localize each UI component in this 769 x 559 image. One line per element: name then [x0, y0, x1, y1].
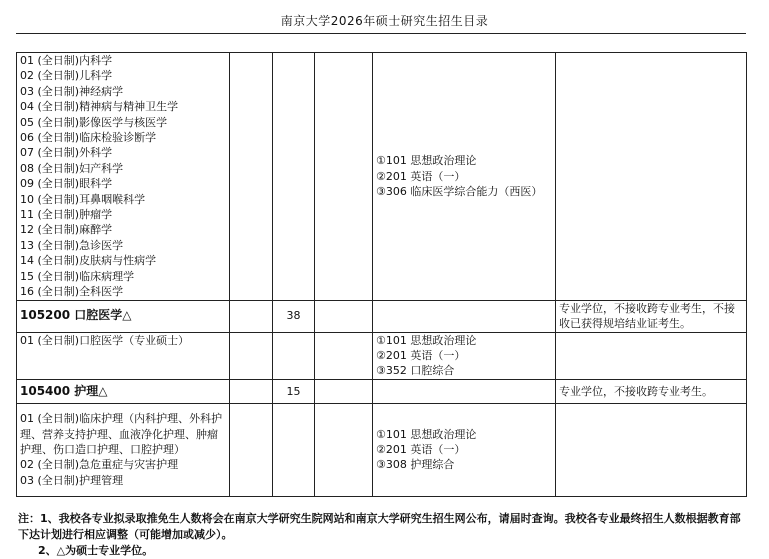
exam-subjects-cell: [373, 53, 556, 301]
exam-subjects-cell: [373, 403, 556, 496]
empty-cell: [556, 332, 747, 379]
catalog-table: [16, 52, 747, 497]
empty-cell: [230, 332, 273, 379]
exam-subject-list: [376, 333, 552, 379]
list-item: 10 (全日制)耳鼻咽喉科学: [20, 192, 146, 206]
empty-cell: [273, 53, 315, 301]
list-item: 03 (全日制)神经病学: [20, 84, 124, 98]
direction-list: [20, 53, 226, 300]
exam-subject: ②201 英语（一）: [376, 348, 466, 362]
empty-cell: [373, 300, 556, 332]
empty-cell: [230, 379, 273, 403]
direction-list: [20, 333, 226, 348]
major-code-name: 105400 护理△: [17, 379, 230, 403]
exam-subject: ①101 思想政治理论: [376, 154, 477, 168]
list-item: 05 (全日制)影像医学与核医学: [20, 115, 168, 129]
list-item: 15 (全日制)临床病理学: [20, 269, 135, 283]
empty-cell: [230, 300, 273, 332]
list-item: 01 (全日制)口腔医学（专业硕士）: [20, 333, 190, 347]
enrollment-quota: 38: [273, 300, 315, 332]
exam-subject: ①101 思想政治理论: [376, 427, 477, 441]
footnotes: [18, 511, 750, 559]
empty-cell: [230, 403, 273, 496]
list-item: 01 (全日制)内科学: [20, 54, 113, 67]
table-row: [17, 403, 747, 496]
empty-cell: [315, 53, 373, 301]
directions-cell: [17, 332, 230, 379]
empty-cell: [273, 332, 315, 379]
page-title: 南京大学2026年硕士研究生招生目录: [280, 14, 489, 28]
empty-cell: [315, 300, 373, 332]
direction-list: [20, 411, 226, 488]
empty-cell: [556, 53, 747, 301]
list-item: 09 (全日制)眼科学: [20, 177, 113, 191]
list-item: 02 (全日制)急危重症与灾害护理: [20, 458, 179, 472]
exam-subject: ③306 临床医学综合能力（西医）: [376, 184, 543, 198]
exam-subject: ②201 英语（一）: [376, 443, 466, 457]
list-item: 04 (全日制)精神病与精神卫生学: [20, 100, 179, 114]
empty-cell: [230, 53, 273, 301]
list-item: 02 (全日制)儿科学: [20, 69, 113, 83]
table-row: [17, 332, 747, 379]
list-item: 06 (全日制)临床检验诊断学: [20, 131, 157, 145]
list-item: 14 (全日制)皮肤病与性病学: [20, 254, 157, 268]
empty-cell: [315, 403, 373, 496]
empty-cell: [315, 332, 373, 379]
list-item: 03 (全日制)护理管理: [20, 473, 124, 487]
table-row: [17, 53, 747, 301]
exam-subject-list: [376, 153, 552, 199]
exam-subject: ②201 英语（一）: [376, 169, 466, 183]
major-row: [17, 379, 747, 403]
footnote-2: 2、△为硕士专业学位。: [38, 544, 154, 557]
directions-cell: [17, 53, 230, 301]
empty-cell: [556, 403, 747, 496]
exam-subject-list: [376, 427, 552, 473]
major-row: [17, 300, 747, 332]
empty-cell: [373, 379, 556, 403]
footnote-1: 注：1、我校各专业拟录取推免生人数将会在南京大学研究生院网站和南京大学研究生招生网公布，请届时查询。我校各专业最终招生人数根据教育部下达计划进行相应调整（可能增加或减少）。: [18, 512, 741, 541]
empty-cell: [315, 379, 373, 403]
major-note: 专业学位，不接收跨专业考生，不接收已获得规培结业证考生。: [556, 300, 747, 332]
enrollment-quota: 15: [273, 379, 315, 403]
directions-cell: [17, 403, 230, 496]
list-item: 12 (全日制)麻醉学: [20, 223, 113, 237]
exam-subject: ①101 思想政治理论: [376, 333, 477, 347]
exam-subject: ③352 口腔综合: [376, 364, 455, 378]
major-code-name: 105200 口腔医学△: [17, 300, 230, 332]
title-divider: [16, 33, 746, 34]
list-item: 13 (全日制)急诊医学: [20, 238, 124, 252]
major-note: 专业学位，不接收跨专业考生。: [556, 379, 747, 403]
list-item: 11 (全日制)肿瘤学: [20, 208, 113, 222]
list-item: 08 (全日制)妇产科学: [20, 161, 124, 175]
list-item: 01 (全日制)临床护理（内科护理、外科护理、营养支持护理、血液净化护理、肿瘤护理、伤口造口护理、口腔护理）: [20, 412, 223, 457]
exam-subject: ③308 护理综合: [376, 458, 455, 472]
list-item: 07 (全日制)外科学: [20, 146, 113, 160]
exam-subjects-cell: [373, 332, 556, 379]
empty-cell: [273, 403, 315, 496]
list-item: 16 (全日制)全科医学: [20, 285, 124, 299]
